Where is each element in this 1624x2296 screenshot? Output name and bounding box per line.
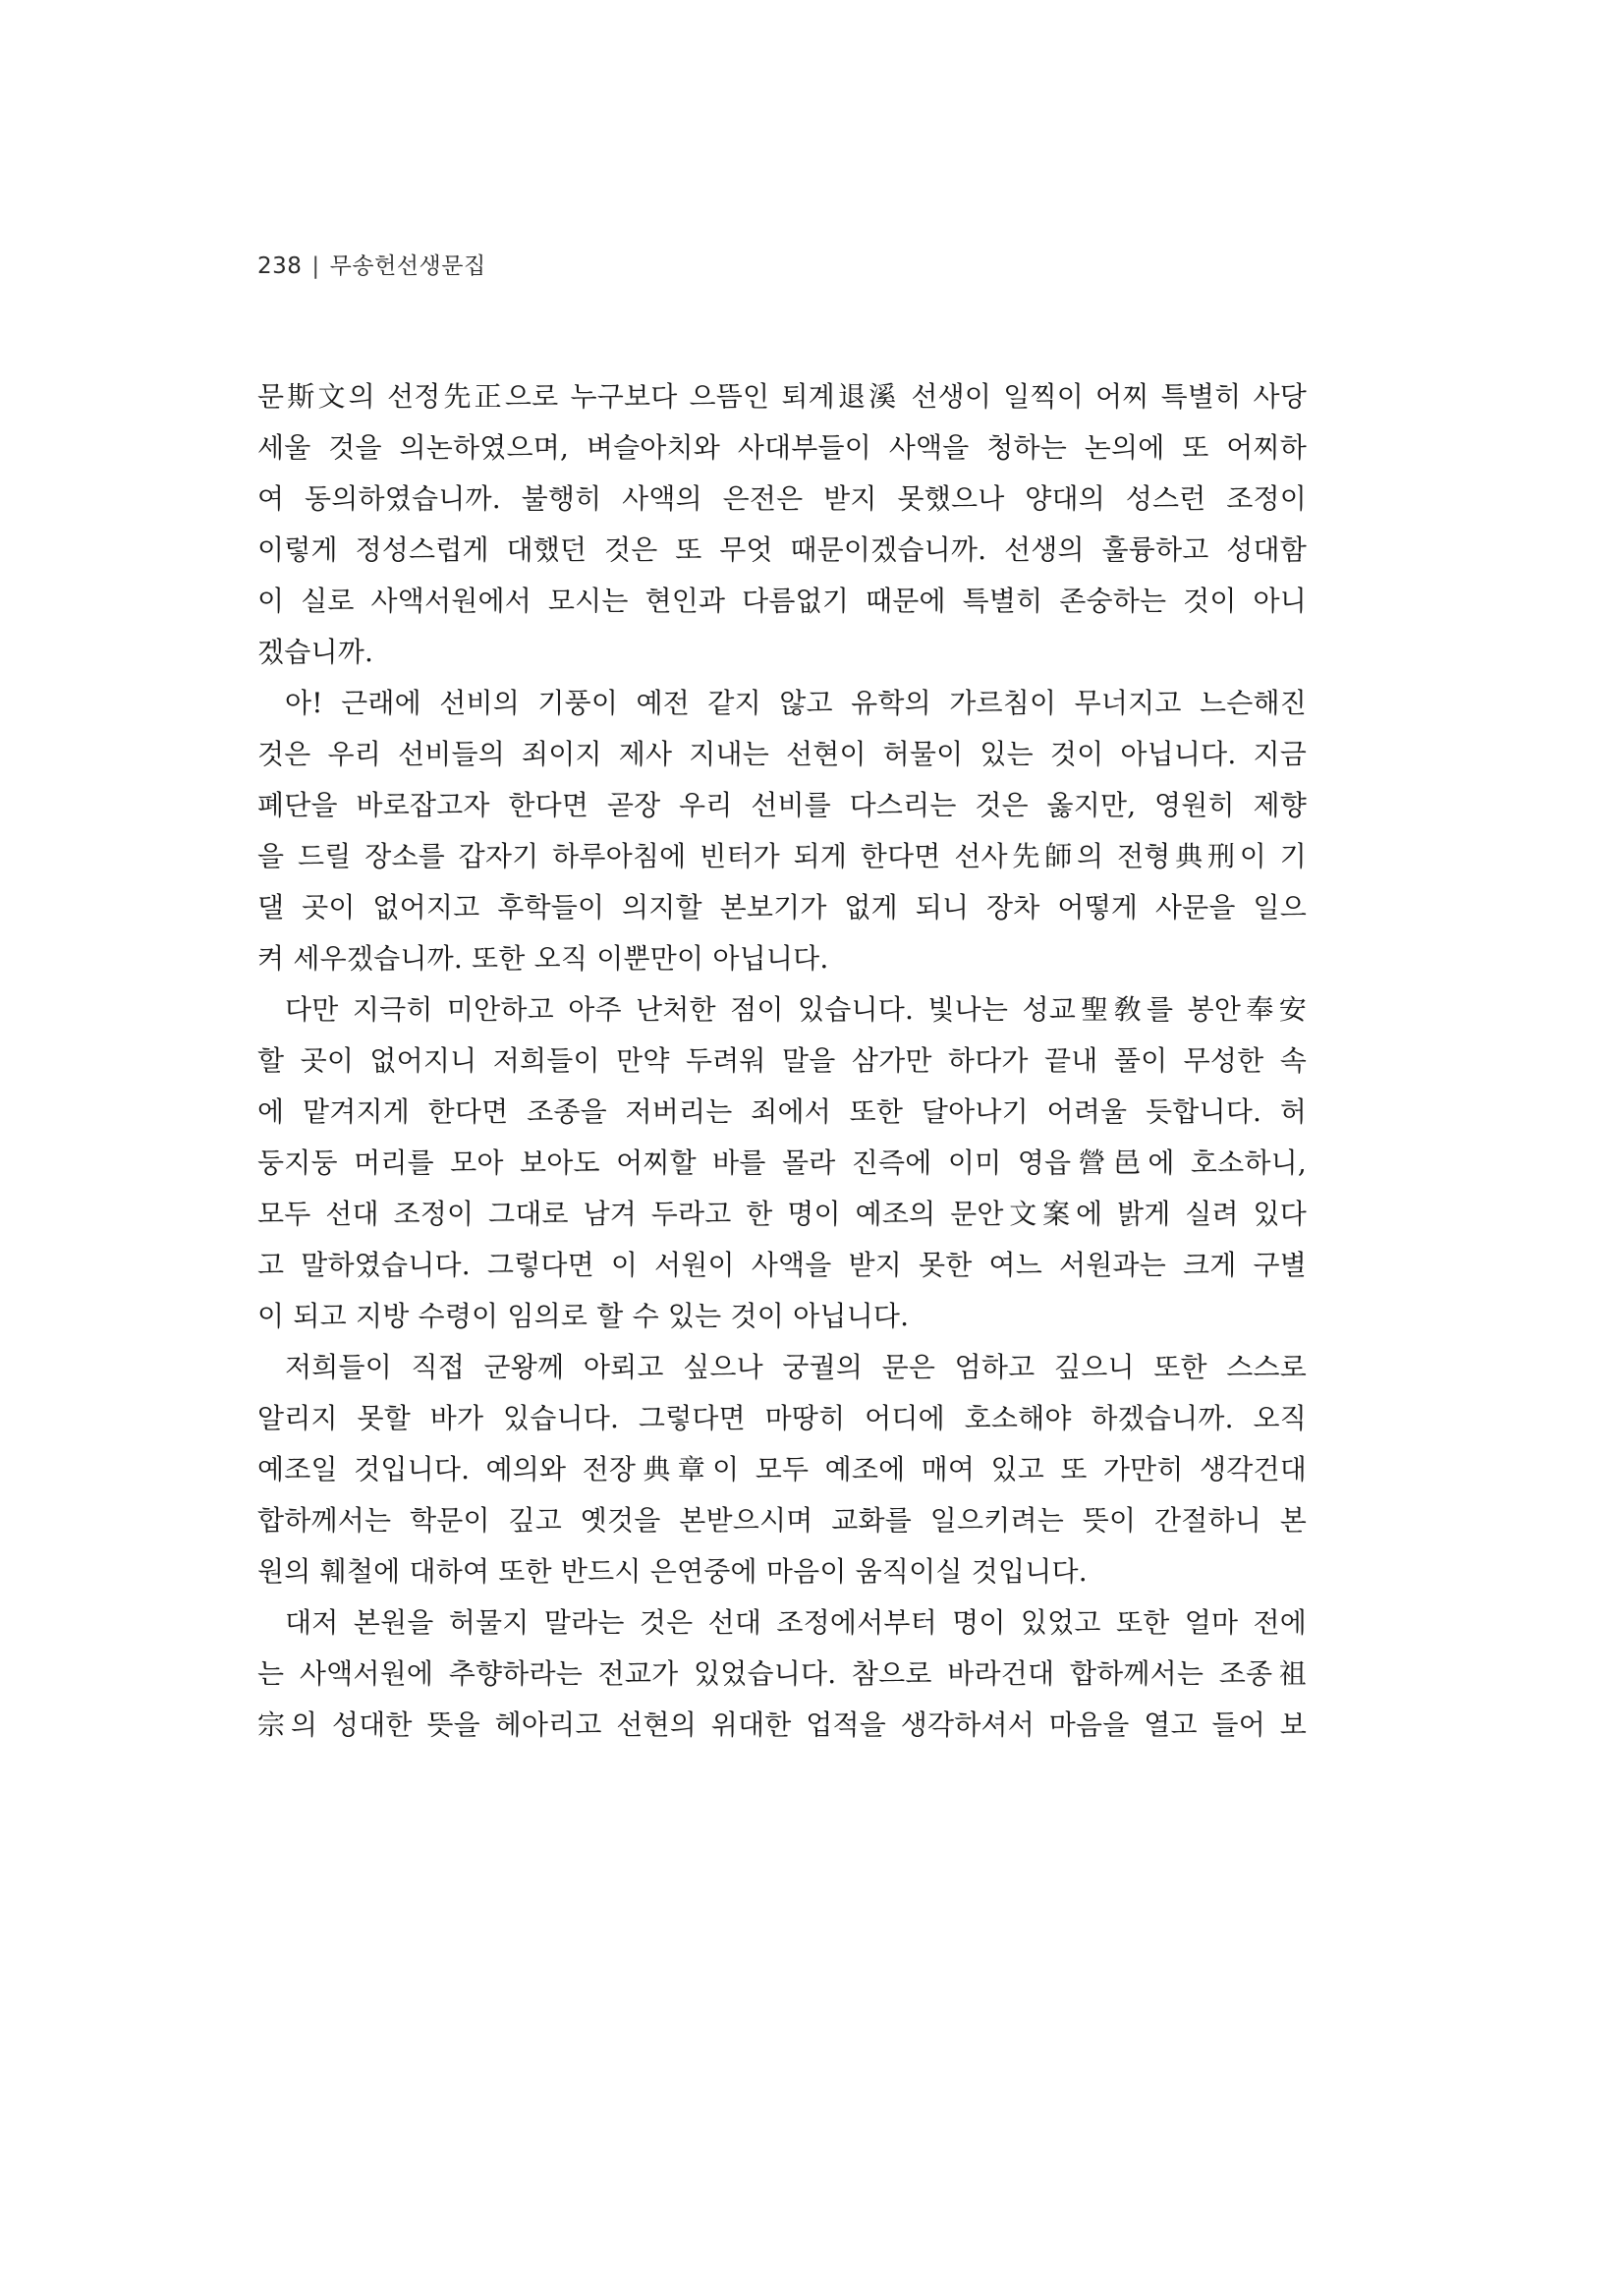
text-line: 알리지 못할 바가 있습니다. 그렇다면 마땅히 어디에 호소해야 하겠습니까. 오직: [257, 1402, 1307, 1434]
text-line: 할 곳이 없어지니 저희들이 만약 두려워 말을 삼가만 하다가 끝내 풀이 무성한 속: [257, 1044, 1307, 1077]
text-line: 댈 곳이 없어지고 후학들이 의지할 본보기가 없게 되니 장차 어떻게 사문을 일으: [257, 891, 1307, 924]
text-line: 宗의 성대한 뜻을 헤아리고 선현의 위대한 업적을 생각하셔서 마음을 열고 들어 보: [257, 1708, 1307, 1741]
text-line: 폐단을 바로잡고자 한다면 곧장 우리 선비를 다스리는 것은 옳지만, 영원히 제향: [257, 789, 1307, 821]
text-line: 원의 훼철에 대하여 또한 반드시 은연중에 마음이 움직이실 것입니다.: [257, 1555, 1088, 1588]
text-line: 는 사액서원에 추향하라는 전교가 있었습니다. 참으로 바라건대 합하께서는 조종祖: [257, 1657, 1307, 1690]
text-line: 고 말하였습니다. 그렇다면 이 서원이 사액을 받지 못한 여느 서원과는 크게 구별: [257, 1249, 1307, 1281]
book-title: 무송헌선생문집: [329, 253, 486, 279]
text-line: 모두 선대 조정이 그대로 남겨 두라고 한 명이 예조의 문안文案에 밝게 실려 있다: [257, 1198, 1307, 1230]
page-number: 238: [257, 253, 303, 279]
text-line: 이 되고 지방 수령이 임의로 할 수 있는 것이 아닙니다.: [257, 1300, 910, 1332]
text-line: 아! 근래에 선비의 기풍이 예전 같지 않고 유학의 가르침이 무너지고 느슨해진: [285, 687, 1307, 719]
text-line: 저희들이 직접 군왕께 아뢰고 싶으나 궁궐의 문은 엄하고 깊으니 또한 스스로: [285, 1351, 1307, 1383]
header-separator: |: [311, 253, 320, 279]
body-text: [257, 371, 1307, 1751]
text-line: 이렇게 정성스럽게 대했던 것은 또 무엇 때문이겠습니까. 선생의 훌륭하고 성대함: [257, 533, 1307, 566]
running-header: [257, 248, 486, 280]
text-line: 예조일 것입니다. 예의와 전장典章이 모두 예조에 매여 있고 또 가만히 생각건대: [257, 1453, 1307, 1485]
text-line: 세울 것을 의논하였으며, 벼슬아치와 사대부들이 사액을 청하는 논의에 또 어찌하: [257, 431, 1307, 464]
text-line: 이 실로 사액서원에서 모시는 현인과 다름없기 때문에 특별히 존숭하는 것이 아니: [257, 585, 1307, 617]
text-line: 을 드릴 장소를 갑자기 하루아침에 빈터가 되게 한다면 선사先師의 전형典刑이 기: [257, 840, 1307, 872]
text-line: 겠습니까.: [257, 636, 374, 668]
text-line: 다만 지극히 미안하고 아주 난처한 점이 있습니다. 빛나는 성교聖敎를 봉안奉安: [285, 993, 1307, 1026]
text-line: 에 맡겨지게 한다면 조종을 저버리는 죄에서 또한 달아나기 어려울 듯합니다. 허: [257, 1095, 1307, 1128]
text-line: 켜 세우겠습니까. 또한 오직 이뿐만이 아닙니다.: [257, 942, 829, 975]
text-line: 대저 본원을 허물지 말라는 것은 선대 조정에서부터 명이 있었고 또한 얼마 전에: [285, 1606, 1307, 1639]
text-line: 둥지둥 머리를 모아 보아도 어찌할 바를 몰라 진즉에 이미 영읍營邑에 호소하니,: [257, 1147, 1307, 1179]
text-line: 여 동의하였습니까. 불행히 사액의 은전은 받지 못했으나 양대의 성스런 조정이: [257, 482, 1307, 515]
text-line: 합하께서는 학문이 깊고 옛것을 본받으시며 교화를 일으키려는 뜻이 간절하니 본: [257, 1504, 1307, 1537]
text-line: 문斯文의 선정先正으로 누구보다 으뜸인 퇴계退溪 선생이 일찍이 어찌 특별히 사당: [257, 380, 1307, 413]
text-line: 것은 우리 선비들의 죄이지 제사 지내는 선현이 허물이 있는 것이 아닙니다. 지금: [257, 738, 1307, 770]
